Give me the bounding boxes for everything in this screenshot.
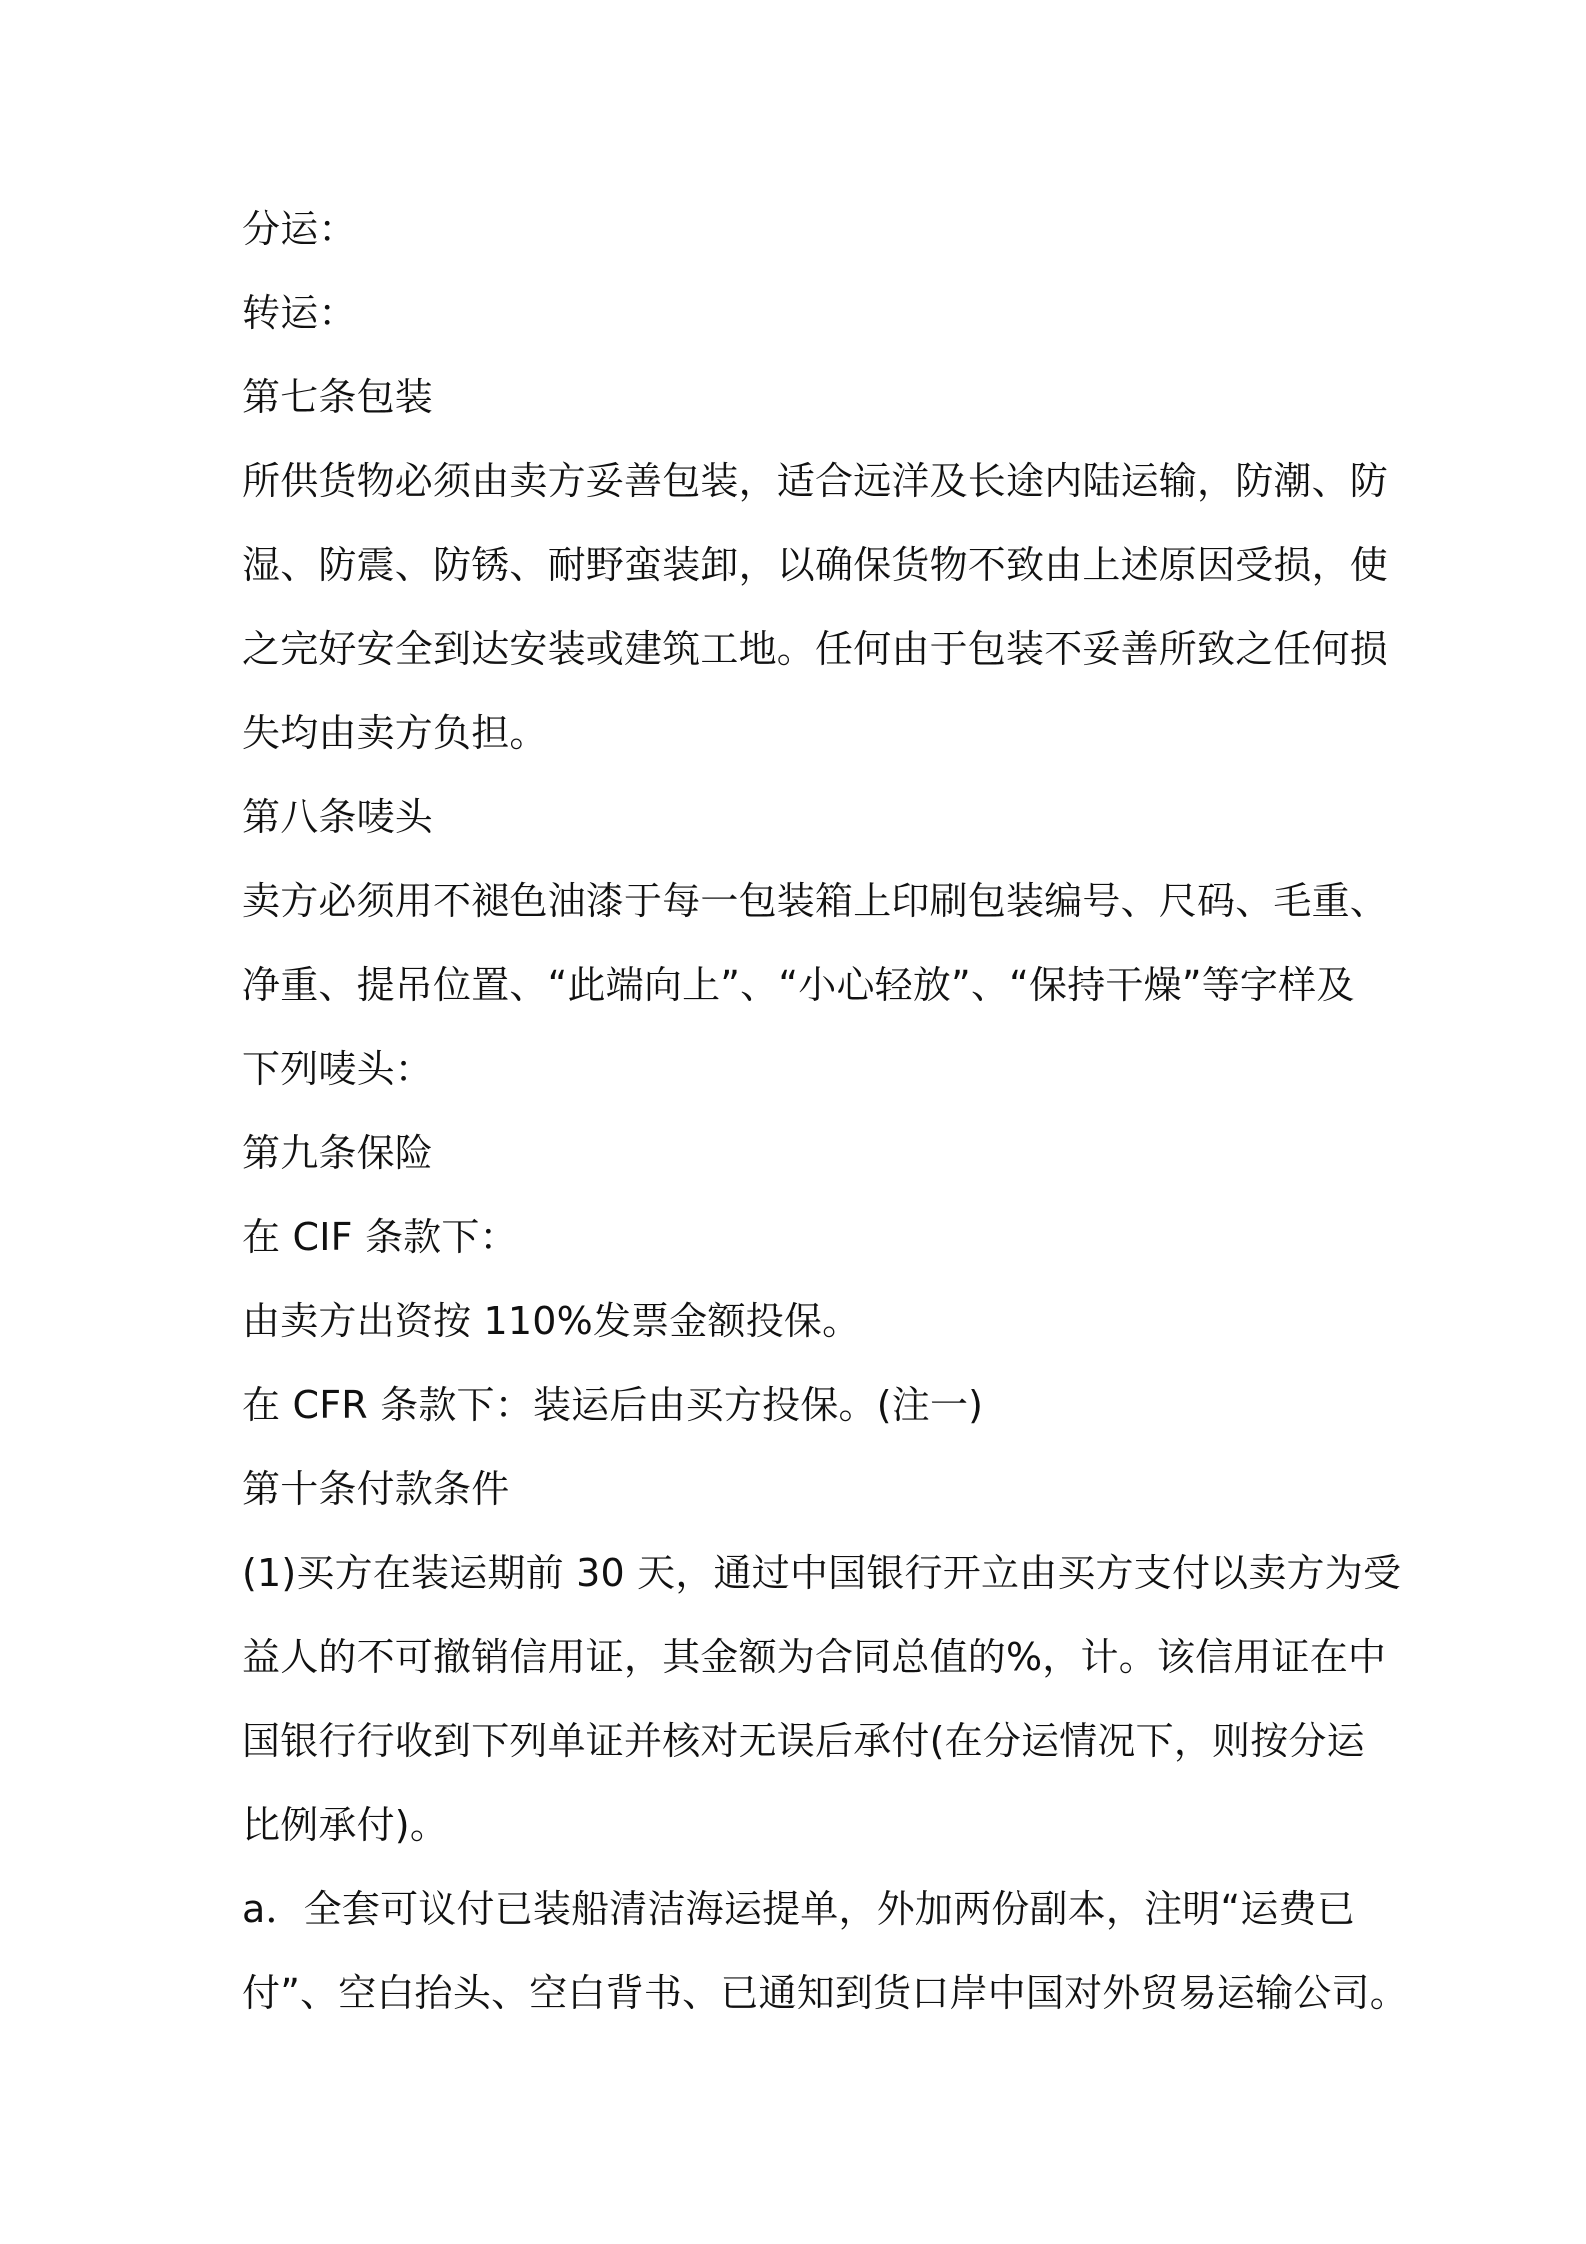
clause-heading-packing: 第七条包装	[242, 375, 434, 419]
text-line: 失均由卖方负担。	[242, 711, 548, 755]
text-line: a．全套可议付已装船清洁海运提单，外加两份副本，注明“运费已	[242, 1887, 1355, 1931]
text-line: 由卖方出资按 110%发票金额投保。	[242, 1299, 861, 1343]
text-line: 益人的不可撤销信用证，其金额为合同总值的%，计。该信用证在中	[242, 1635, 1387, 1679]
clause-heading-payment: 第十条付款条件	[242, 1467, 510, 1511]
clause-heading-insurance: 第九条保险	[242, 1131, 434, 1175]
text-line: 付”、空白抬头、空白背书、已通知到货口岸中国对外贸易运输公司。	[242, 1971, 1408, 2015]
document-body	[242, 200, 1408, 2048]
text-line: 卖方必须用不褪色油漆于每一包装箱上印刷包装编号、尺码、毛重、	[242, 879, 1389, 923]
text-line: 下列唛头：	[242, 1047, 434, 1091]
text-line-shipment-partial: 分运：	[242, 207, 357, 251]
text-line: (1)买方在装运期前 30 天，通过中国银行开立由买方支付以卖方为受	[242, 1551, 1402, 1595]
text-line: 湿、防震、防锈、耐野蛮装卸，以确保货物不致由上述原因受损，使	[242, 543, 1389, 587]
text-line: 在 CFR 条款下：装运后由买方投保。(注一)	[242, 1383, 984, 1427]
clause-heading-marks: 第八条唛头	[242, 795, 434, 839]
text-line: 比例承付)。	[242, 1803, 449, 1847]
text-line: 所供货物必须由卖方妥善包装，适合远洋及长途内陆运输，防潮、防	[242, 459, 1389, 503]
text-line: 净重、提吊位置、“此端向上”、“小心轻放”、“保持干燥”等字样及	[242, 963, 1355, 1007]
text-line-transshipment: 转运：	[242, 291, 357, 335]
text-line: 之完好安全到达安装或建筑工地。任何由于包装不妥善所致之任何损	[242, 627, 1389, 671]
text-line: 在 CIF 条款下：	[242, 1215, 518, 1259]
text-line: 国银行行收到下列单证并核对无误后承付(在分运情况下，则按分运	[242, 1719, 1365, 1763]
